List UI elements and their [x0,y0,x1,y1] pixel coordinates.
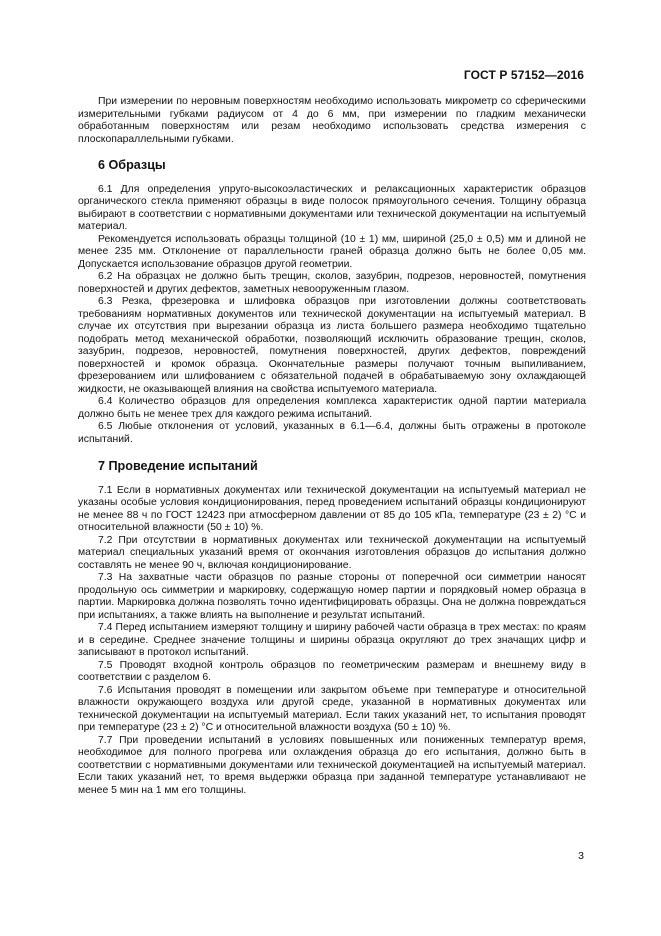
intro-paragraph [78,96,586,146]
page-body [78,96,586,797]
section-6-heading: 6 Образцы [98,158,166,172]
page-number: 3 [578,850,584,862]
paragraph-6-5: 6.5 Любые отклонения от условий, указанных в 6.1—6.4, должны быть отражены в протоколе испытаний. [78,421,586,445]
paragraph-7-6: 7.6 Испытания проводят в помещении или закрытом объеме при температуре и относительной влажности окружающего воздуха или другой среде, указанной в нормативных документах или технической документации на испытуемый материал. Если таких указаний нет, то испытания проводят при температуре (23 ± 2) °С и относительной влажности воздуха (50 ± 10) %. [78,684,586,733]
section-7-heading: 7 Проведение испытаний [98,459,258,473]
paragraph-7-4: 7.4 Перед испытанием измеряют толщину и ширину рабочей части образца в трех местах: по краям и в середине. Среднее значение толщины и ширины образца округляют до трех значащих цифр и записывают в протокол испытаний. [78,622,586,658]
paragraph-7-3: 7.3 На захватные части образцов по разные стороны от поперечной оси симметрии наносят продольную ось симметрии и маркировку, содержащую номер партии и порядковый номер образца в партии. Маркировка должна позволять точно идентифицировать образцы. Она не должна повреждаться при испытаниях, а также влиять на выполнение и результат испытаний. [78,572,586,621]
paragraph-7-1: 7.1 Если в нормативных документах или технической документации на испытуемый материал не указаны особые условия кондиционирования, перед проведением испытаний образцы кондиционируют не менее 88 ч по ГОСТ 12423 при атмосферном давлении от 85 до 105 кПа, температуре (23 ± 2) °С и относительной влажности (50 ± 10) %. [78,484,586,533]
document-code-header: ГОСТ Р 57152—2016 [463,68,584,82]
paragraph-6-3: 6.3 Резка, фрезеровка и шлифовка образцов при изготовлении должны соответствовать требованиям нормативных документов или технической документации на испытуемый материал. В случае их отсутствия при вырезании образца из листа большего размера необходимо тщательно подобрать метод механической обработки, позволяющий исключить образование трещин, сколов, зазубрин, подрезов, неровностей, помутнения поверхностей, других дефектов, повреждений поверхностей и кромок образца. Окончательные размеры получают точным выпиливанием, фрезерованием или шлифованием с обязательной подачей в обрабатываемую зону охлаждающей жидкости, не оказывающей влияния на свойства испытуемого материала. [78,296,586,395]
paragraph-6-1: 6.1 Для определения упруго-высокоэластических и релаксационных характеристик образцов органического стекла применяют образцы в виде полосок прямоугольного сечения. Толщину образца выбирают в соответствии с нормативными документами или технической документации на испытуемый материал. [78,183,586,232]
paragraph-6-2: 6.2 На образцах не должно быть трещин, сколов, зазубрин, подрезов, неровностей, помутнения поверхностей и других дефектов, заметных невооруженным глазом. [78,271,586,295]
paragraph-6-4: 6.4 Количество образцов для определения комплекса характеристик одной партии материала должно быть не менее трех для каждого режима испытаний. [78,396,586,420]
paragraph-7-2: 7.2 При отсутствии в нормативных документах или технической документации на испытуемый материал специальных указаний время от окончания изготовления образцов до испытания должно составлять не менее 90 ч, включая кондиционирование. [78,534,586,571]
intro-text: При измерении по неровным поверхностям необходимо использовать микрометр со сферическими измерительными губками радиусом от 4 до 6 мм, при измерении по гладким механически обработанным поверхностям или резам необходимо использовать средства измерения с плоскопараллельными губками. [78,96,586,145]
paragraph-6-1-recommend: Рекомендуется использовать образцы толщиной (10 ± 1) мм, шириной (25,0 ± 0,5) мм и длиной не менее 235 мм. Отклонение от параллельности граней образца должно быть не более 0,05 мм. Допускается использование образцов другой геометрии. [78,233,586,270]
paragraph-7-5: 7.5 Проводят входной контроль образцов по геометрическим размерам и внешнему виду в соответствии с разделом 6. [78,659,586,683]
paragraph-7-7: 7.7 При проведении испытаний в условиях повышенных или пониженных температур время, необходимое для полного прогрева или охлаждения образца до его испытания, должно быть в соответствии с нормативными документами или технической документацией на испытуемый материал. Если таких указаний нет, то время выдержки образца при заданной температуре устанавливают не менее 5 мин на 1 мм его толщины. [78,734,586,796]
